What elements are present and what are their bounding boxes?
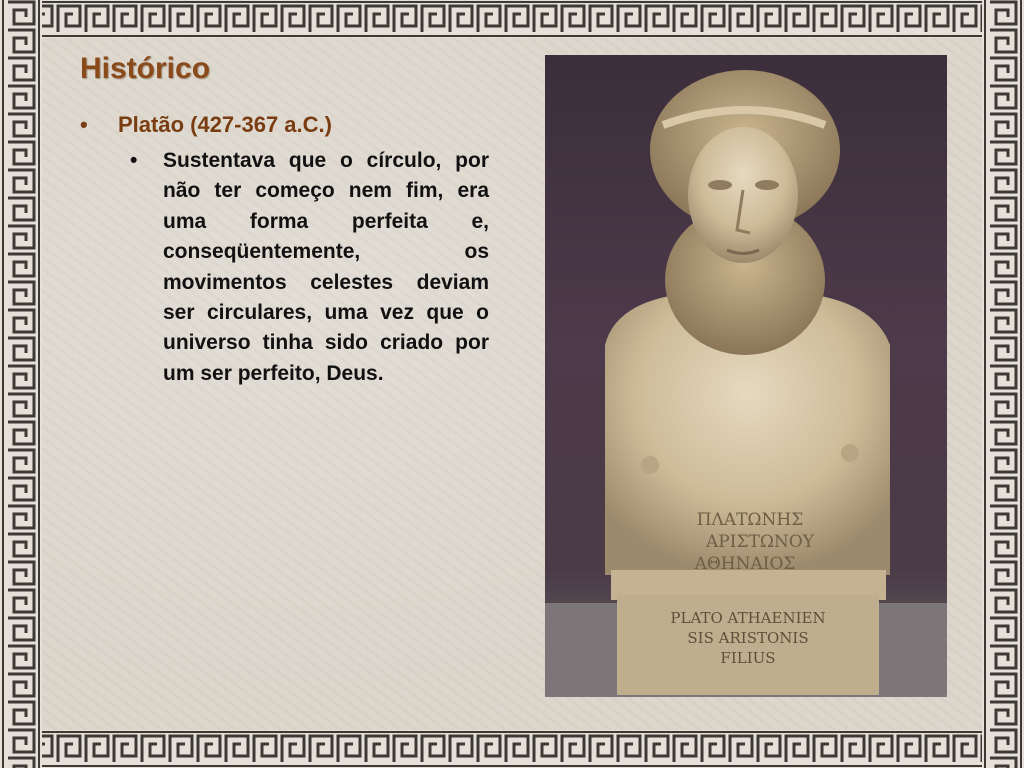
greek-inscription-line-2: ΑΡΙΣΤΩΝΟΥ <box>706 532 814 552</box>
slide-title: Histórico <box>80 52 211 85</box>
bullet-text: Platão (427-367 a.C.) <box>118 112 332 137</box>
greek-inscription-line-1: ΠΛΑΤΩΝΗΣ <box>696 510 804 530</box>
latin-inscription-line-1: PLATO ATHAENIEN <box>670 609 826 627</box>
latin-inscription-line-3: FILIUS <box>720 649 776 667</box>
sub-bullet-text: Sustentava que o círculo, por não ter começo nem fim, era uma forma perfeita e, conseqüentemente, os movimentos celestes deviam ser circulares, uma vez que o universo tinha sido criado por um ser perfeito, Deus. <box>163 149 489 385</box>
sub-bullet-item <box>130 146 490 389</box>
bullet-marker: • <box>80 112 88 137</box>
latin-inscription-line-2: SIS ARISTONIS <box>687 629 809 647</box>
greek-key-border-top <box>0 0 1024 38</box>
bust-of-plato-photo <box>545 55 947 697</box>
greek-key-border-bottom <box>0 730 1024 768</box>
greek-key-border-right <box>982 0 1024 768</box>
greek-inscription-line-3: ΑΘΗΝΑΙΟΣ <box>694 554 796 574</box>
sub-bullet-marker: • <box>130 149 138 172</box>
bullet-item <box>80 112 520 138</box>
greek-key-border-left <box>0 0 42 768</box>
